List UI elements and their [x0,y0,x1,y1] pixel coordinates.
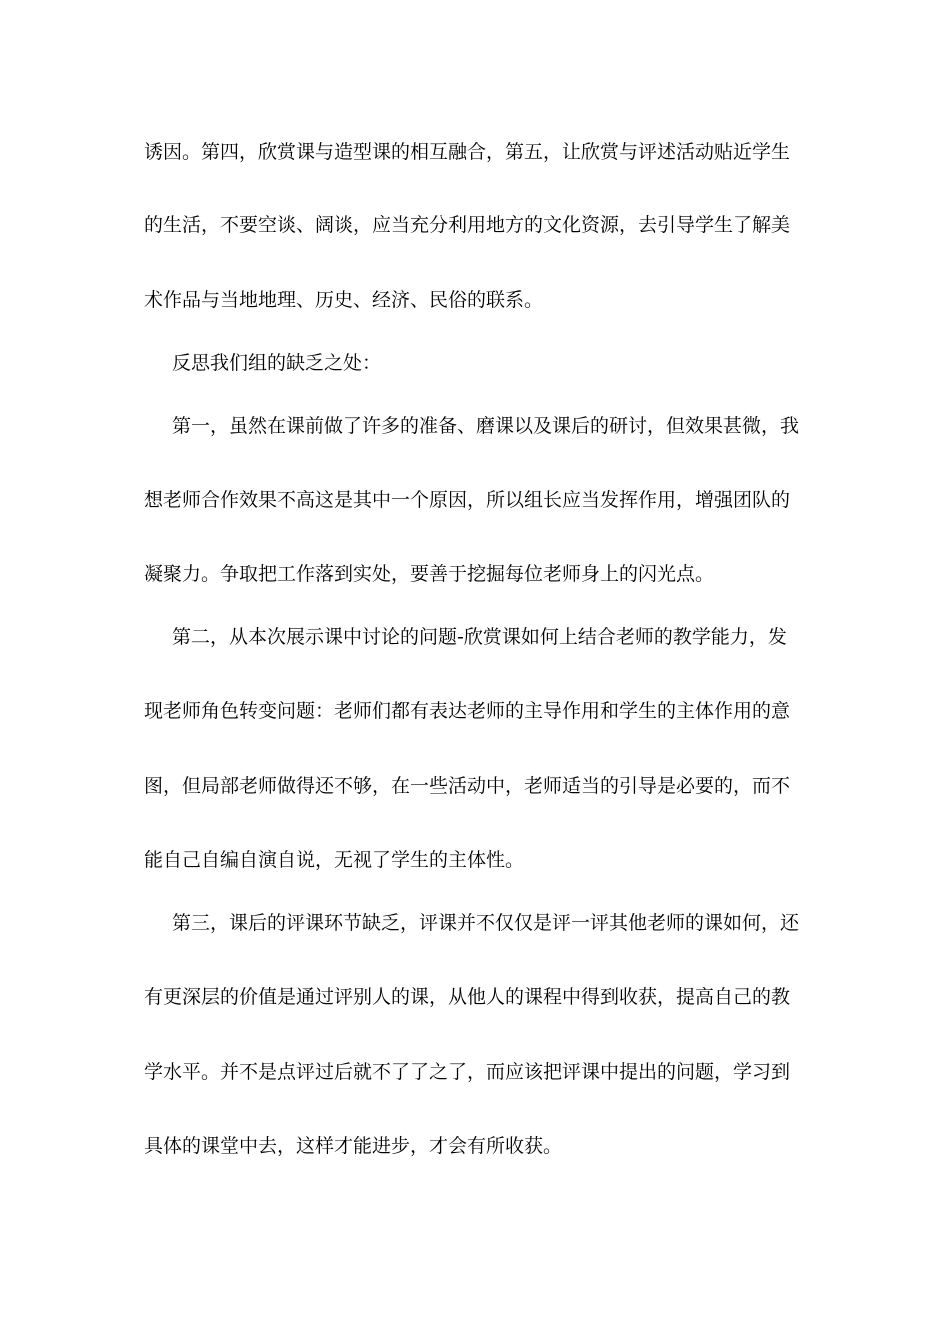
paragraph-line: 现老师角色转变问题：老师们都有表达老师的主导作用和学生的主体作用的意 [144,700,791,722]
paragraph-line: 能自己自编自演自说，无视了学生的主体性。 [144,849,525,871]
paragraph-line: 第二，从本次展示课中讨论的问题-欣赏课如何上结合老师的教学能力，发 [172,626,787,648]
paragraph-line: 图，但局部老师做得还不够，在一些活动中，老师适当的引导是必要的，而不 [144,775,791,797]
paragraph-line: 具体的课堂中去，这样才能进步，才会有所收获。 [144,1135,563,1157]
section-heading: 反思我们组的缺乏之处： [172,352,382,374]
paragraph-line: 想老师合作效果不高这是其中一个原因，所以组长应当发挥作用，增强团队的 [144,489,791,511]
paragraph-line: 术作品与当地地理、历史、经济、民俗的联系。 [144,289,544,311]
paragraph-line: 凝聚力。争取把工作落到实处，要善于挖掘每位老师身上的闪光点。 [144,563,715,585]
paragraph-line: 第一，虽然在课前做了许多的准备、磨课以及课后的研讨，但效果甚微，我 [172,415,800,437]
paragraph-line: 有更深层的价值是通过评别人的课，从他人的课程中得到收获，提高自己的教 [144,986,791,1008]
paragraph-line: 学水平。并不是点评过后就不了了之了，而应该把评课中提出的问题，学习到 [144,1061,791,1083]
paragraph-line: 诱因。第四，欣赏课与造型课的相互融合，第五，让欣赏与评述活动贴近学生 [144,141,791,163]
paragraph-line: 的生活，不要空谈、阔谈，应当充分利用地方的文化资源，去引导学生了解美 [144,214,791,236]
paragraph-line: 第三，课后的评课环节缺乏，评课并不仅仅是评一评其他老师的课如何，还 [172,912,800,934]
